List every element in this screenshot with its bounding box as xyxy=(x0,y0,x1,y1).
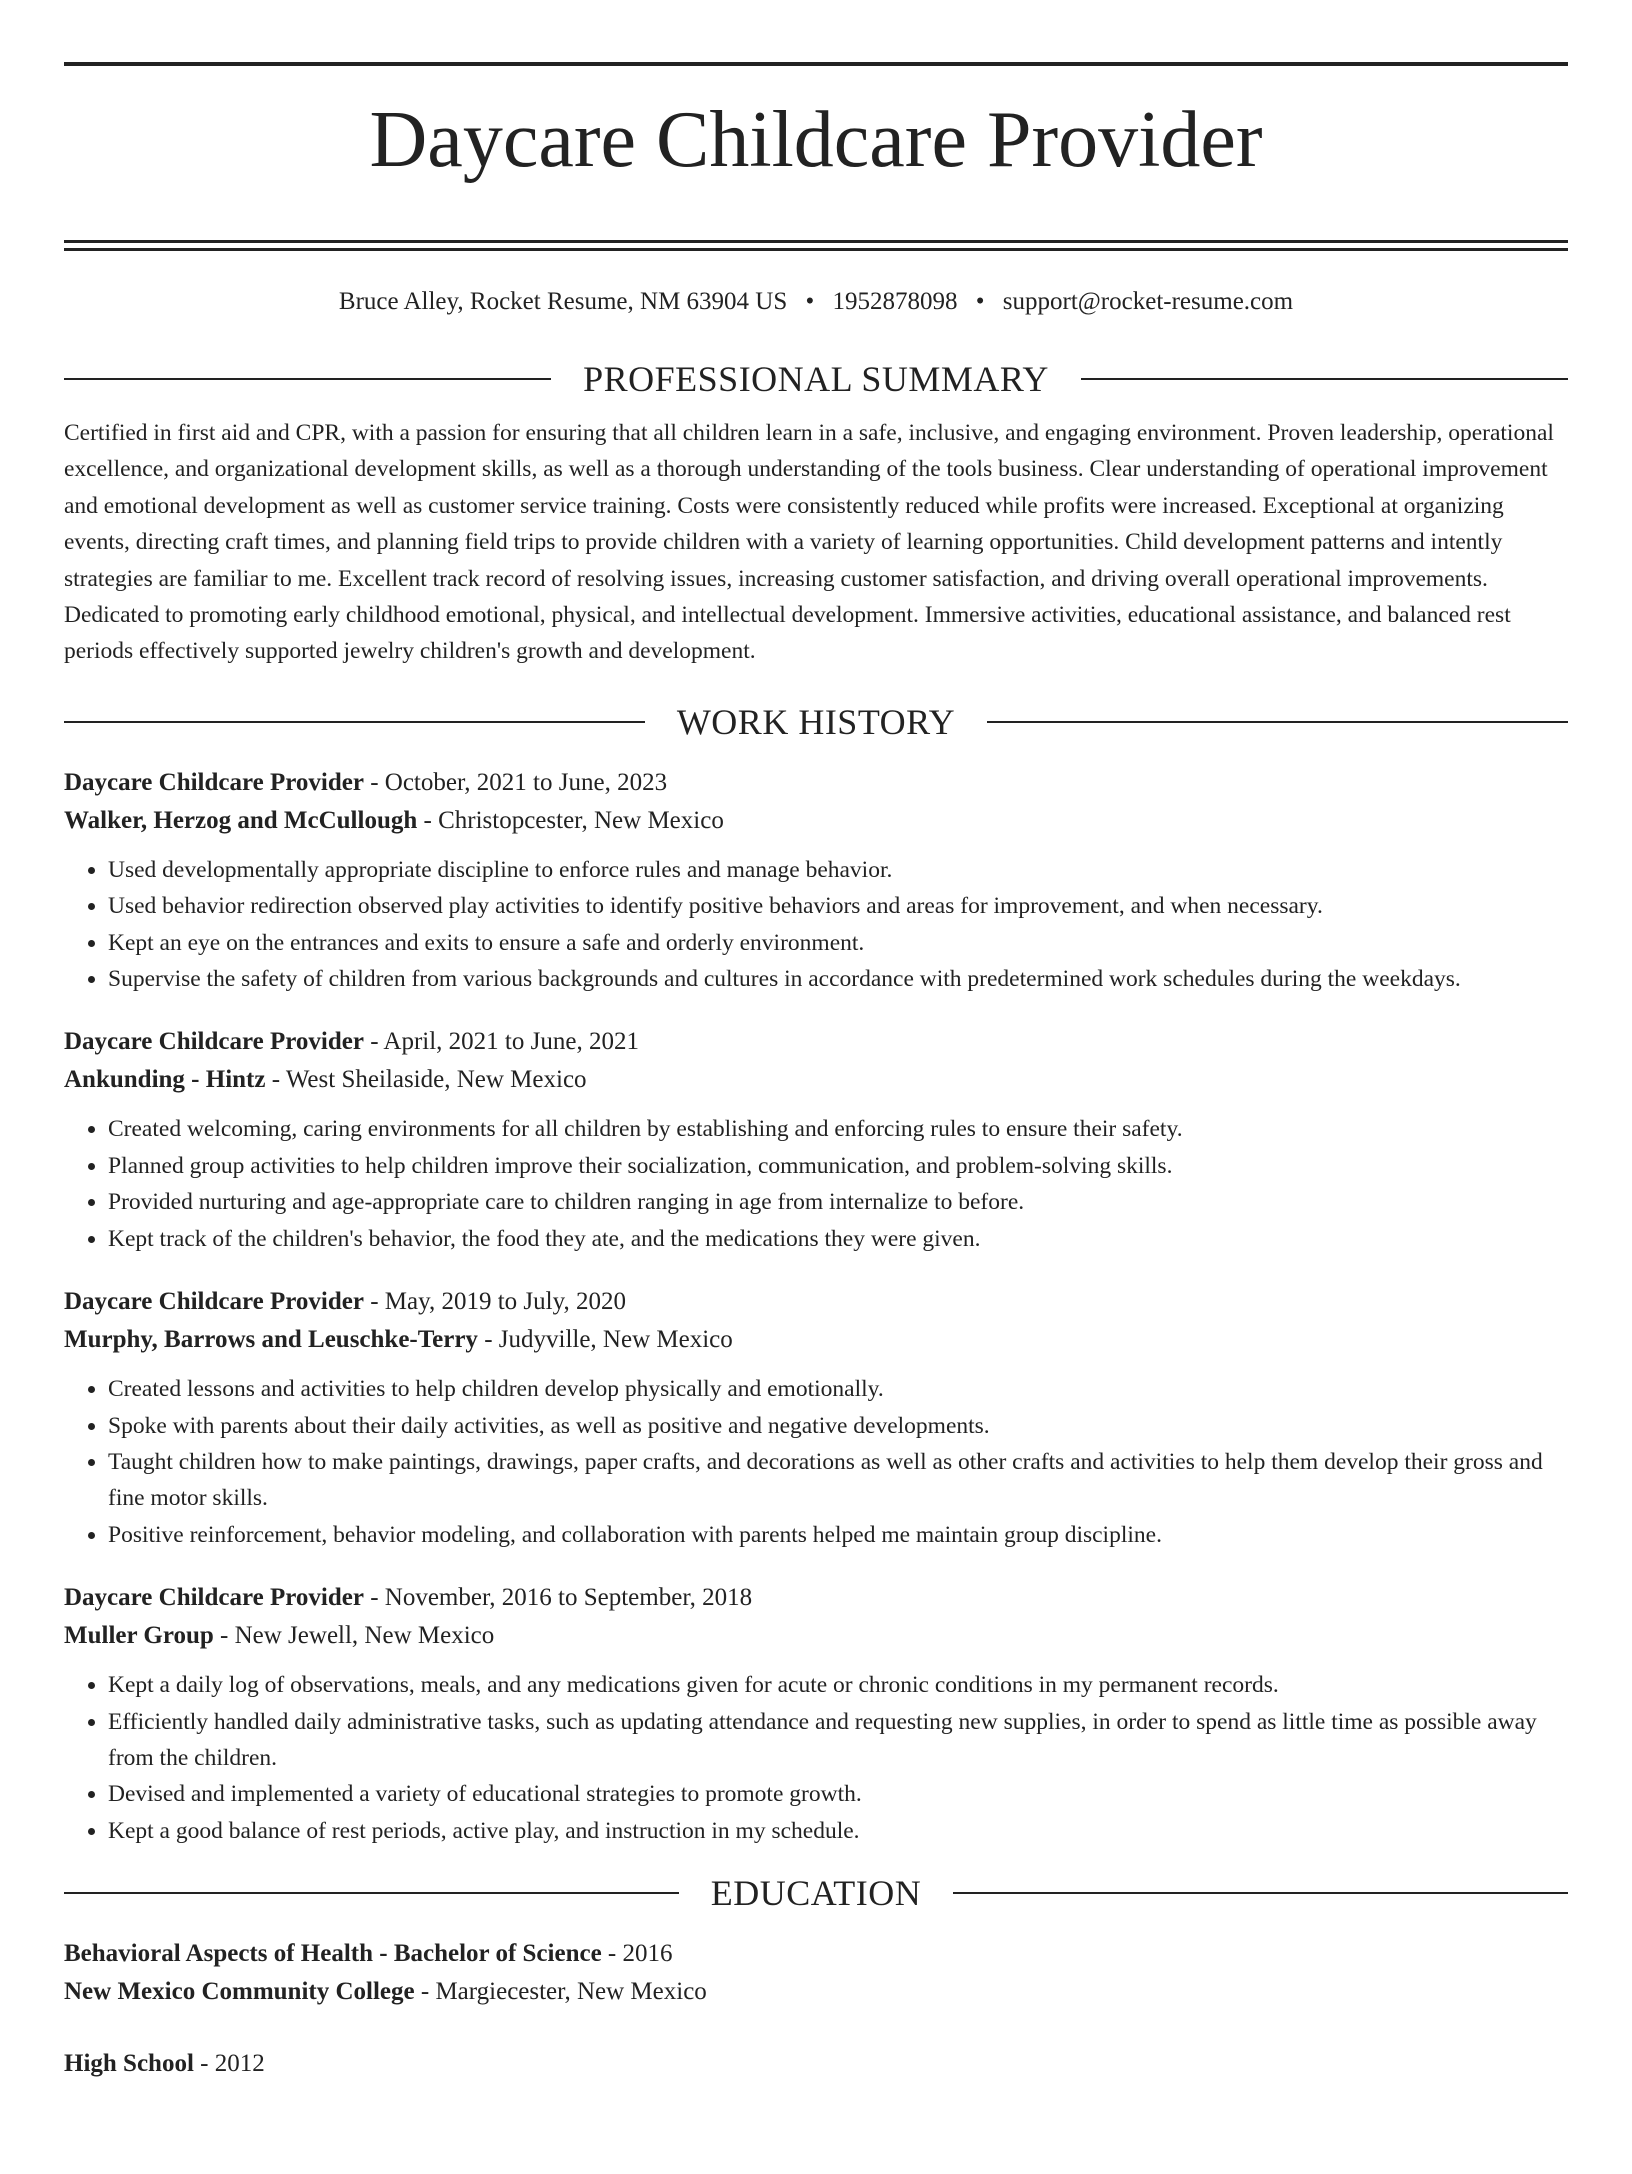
job-dates: - October, 2021 to June, 2023 xyxy=(363,768,668,796)
job-title-line xyxy=(64,1579,1568,1617)
job-company-line xyxy=(64,1617,1568,1655)
job-bullet: • Spoke with parents about their daily activities, as well as positive and negative developments. xyxy=(108,1408,1568,1444)
job-bullets xyxy=(64,1667,1568,1849)
job-bullet: • Supervise the safety of children from various backgrounds and cultures in accordance with predetermined work schedules during the weekdays. xyxy=(108,961,1568,997)
job-entry xyxy=(64,1283,1568,1553)
education-degree-line xyxy=(64,1935,1568,1973)
job-bullet: • Positive reinforcement, behavior modeling, and collaboration with parents helped me maintain group discipline. xyxy=(108,1517,1568,1553)
education-degree: Behavioral Aspects of Health - Bachelor of Science xyxy=(64,1940,602,1968)
summary-heading xyxy=(64,357,1568,401)
contact-line xyxy=(64,287,1568,317)
heading-rule-right xyxy=(1081,378,1568,380)
job-title: Daycare Childcare Provider xyxy=(64,1288,364,1316)
work-history-heading xyxy=(64,700,1568,744)
education-entry xyxy=(64,1935,1568,2011)
contact-separator: • xyxy=(975,288,985,315)
job-company: Walker, Herzog and McCullough xyxy=(64,806,418,834)
education-school-line xyxy=(64,1973,1568,2011)
job-company: Ankunding - Hintz xyxy=(64,1066,266,1094)
job-title: Daycare Childcare Provider xyxy=(64,1584,364,1612)
job-bullet: • Kept a daily log of observations, meals, and any medications given for acute or chronic conditions in my permanent records. xyxy=(108,1667,1568,1703)
title-double-rule xyxy=(64,240,1568,251)
heading-rule-right xyxy=(987,721,1568,723)
job-title: Daycare Childcare Provider xyxy=(64,768,364,796)
job-title-line xyxy=(64,1283,1568,1321)
job-title-line xyxy=(64,764,1568,802)
job-bullet: • Used developmentally appropriate discipline to enforce rules and manage behavior. xyxy=(108,852,1568,888)
job-bullets xyxy=(64,1371,1568,1553)
job-entry xyxy=(64,1579,1568,1849)
education-year: - 2016 xyxy=(601,1940,673,1968)
job-bullet: • Provided nurturing and age-appropriate care to children ranging in age from internalize to before. xyxy=(108,1184,1568,1220)
job-dates: - May, 2019 to July, 2020 xyxy=(363,1288,626,1316)
job-dates: - November, 2016 to September, 2018 xyxy=(363,1584,753,1612)
job-title: Daycare Childcare Provider xyxy=(64,1028,364,1056)
education-year: - 2012 xyxy=(193,2050,265,2078)
job-bullet: • Used behavior redirection observed play activities to identify positive behaviors and areas for improvement, and when necessary. xyxy=(108,888,1568,924)
job-location: - New Jewell, New Mexico xyxy=(213,1622,495,1650)
education-school: New Mexico Community College xyxy=(64,1978,415,2006)
job-bullet: • Planned group activities to help children improve their socialization, communication, and problem-solving skills. xyxy=(108,1148,1568,1184)
education-location: - Margiecester, New Mexico xyxy=(414,1978,707,2006)
heading-rule-left xyxy=(64,378,551,380)
job-bullets xyxy=(64,852,1568,998)
job-location: - Judyville, New Mexico xyxy=(477,1326,733,1354)
job-company: Muller Group xyxy=(64,1622,214,1650)
job-bullet: • Kept an eye on the entrances and exits to ensure a safe and orderly environment. xyxy=(108,925,1568,961)
job-title-line xyxy=(64,1023,1568,1061)
heading-rule-right xyxy=(953,1892,1568,1894)
job-bullet: • Efficiently handled daily administrative tasks, such as updating attendance and requesting new supplies, in order to spend as little time as possible away from the children. xyxy=(108,1704,1568,1777)
contact-separator: • xyxy=(805,288,815,315)
job-entry xyxy=(64,1023,1568,1257)
education-degree-line xyxy=(64,2045,1568,2083)
job-company: Murphy, Barrows and Leuschke-Terry xyxy=(64,1326,478,1354)
job-company-line xyxy=(64,802,1568,840)
education-heading xyxy=(64,1871,1568,1915)
education-entry xyxy=(64,2045,1568,2083)
job-bullet: • Created lessons and activities to help children develop physically and emotionally. xyxy=(108,1371,1568,1407)
heading-rule-left xyxy=(64,1892,679,1894)
job-bullet: • Kept track of the children's behavior, the food they ate, and the medications they were given. xyxy=(108,1221,1568,1257)
summary-heading-label: PROFESSIONAL SUMMARY xyxy=(583,359,1049,399)
job-bullet: • Kept a good balance of rest periods, active play, and instruction in my schedule. xyxy=(108,1813,1568,1849)
contact-address: Bruce Alley, Rocket Resume, NM 63904 US xyxy=(338,288,788,315)
top-rule xyxy=(64,62,1568,66)
education-degree: High School xyxy=(64,2050,194,2078)
heading-rule-left xyxy=(64,721,645,723)
job-bullet: • Created welcoming, caring environments for all children by establishing and enforcing rules to ensure their safety. xyxy=(108,1111,1568,1147)
resume-title: Daycare Childcare Provider xyxy=(369,96,1263,184)
education-heading-label: EDUCATION xyxy=(710,1873,922,1914)
contact-email: support@rocket-resume.com xyxy=(1002,288,1294,315)
job-company-line xyxy=(64,1321,1568,1359)
job-entry xyxy=(64,764,1568,998)
resume-page xyxy=(0,62,1632,2174)
job-location: - West Sheilaside, New Mexico xyxy=(265,1066,587,1094)
summary-text: Certified in first aid and CPR, with a passion for ensuring that all children learn in a safe, inclusive, and engaging environment. Proven leadership, operational excellence, and organizational development skills, as well as a thorough understanding of the tools business. Clear understanding of operational improvement and emotional development as well as customer service training. Costs were consistently reduced while profits were increased. Exceptional at organizing events, directing craft times, and planning field trips to provide children with a variety of learning opportunities. Child development patterns and intently strategies are familiar to me. Excellent track record of resolving issues, increasing customer satisfaction, and driving overall operational improvements. Dedicated to promoting early childhood emotional, physical, and intellectual development. Immersive activities, educational assistance, and balanced rest periods effectively supported jewelry children's growth and development. xyxy=(64,420,1554,665)
work-history-heading-label: WORK HISTORY xyxy=(676,701,956,742)
job-dates: - April, 2021 to June, 2021 xyxy=(363,1028,639,1056)
job-bullets xyxy=(64,1111,1568,1257)
job-location: - Christopcester, New Mexico xyxy=(417,806,724,834)
job-company-line xyxy=(64,1061,1568,1099)
job-bullet: • Devised and implemented a variety of educational strategies to promote growth. xyxy=(108,1776,1568,1812)
contact-phone: 1952878098 xyxy=(832,288,958,315)
job-bullet: • Taught children how to make paintings, drawings, paper crafts, and decorations as well as other crafts and activities to help them develop their gross and fine motor skills. xyxy=(108,1444,1568,1517)
